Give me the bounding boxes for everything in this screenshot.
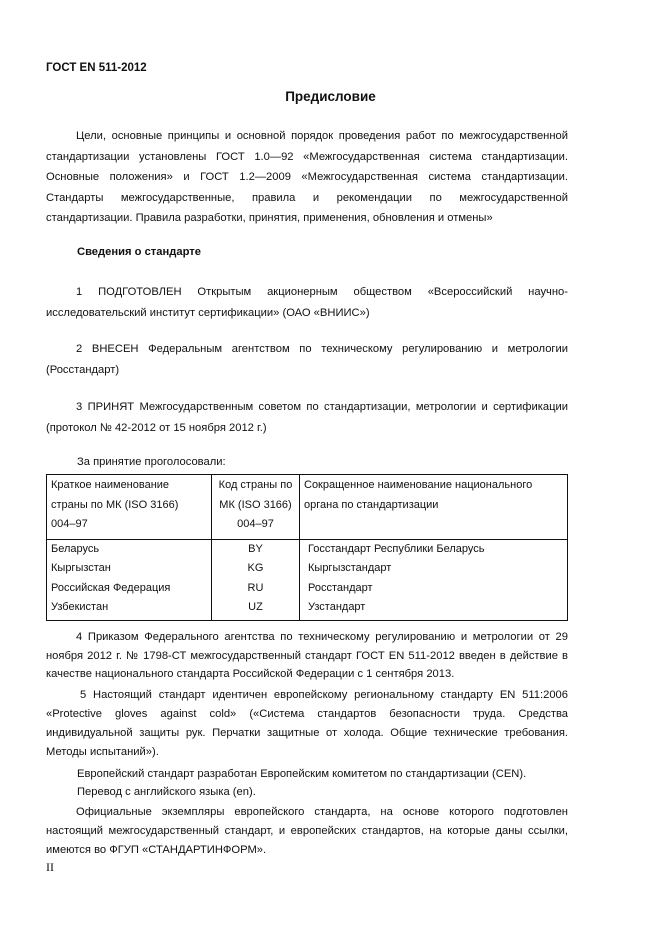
code-cell: BY [212,539,300,559]
country-cell: Российская Федерация [47,579,212,599]
header-line: Краткое наименование [51,479,170,491]
page-title: Предисловие [285,89,376,104]
item-2-paragraph: 2 ВНЕСЕН Федеральным агентством по техническому регулированию и метрологии (Росстандарт) [46,343,568,376]
organ-cell: Узстандарт [300,598,568,620]
organ-cell: Росстандарт [300,579,568,599]
header-line: органа по стандартизации [304,498,439,511]
country-cell: Беларусь [47,539,212,559]
table-row [47,559,568,579]
header-line: Сокращенное наименование национального [304,479,533,491]
table-row [47,579,568,599]
item-4-paragraph: 4 Приказом Федерального агентства по техническому регулированию и метрологии от 29 ноября 2012 г. № 1798-СТ межгосударственный стандарт ГОСТ EN 511-2012 введен в действие в качестве национального стандарта Российской Федерации с 1 сентября 2013. [46,631,568,680]
header-line: страны по МК (ISO 3166) [51,498,179,511]
table-header-row [47,475,568,540]
translation-line: Перевод с английского языка (en). [77,786,256,798]
header-country-name [47,475,212,540]
code-cell: KG [212,559,300,579]
code-cell: RU [212,579,300,599]
table-row [47,598,568,620]
section-heading: Сведения о стандарте [77,246,201,258]
cen-line: Европейский стандарт разработан Европейским комитетом по стандартизации (CEN). [77,768,527,780]
code-cell: UZ [212,598,300,620]
official-copies-paragraph: Официальные экземпляры европейского стандарта, на основе которого подготовлен настоящий межгосударственный стандарт, и европейских стандартов, на которые даны ссылки, имеются во ФГУП «СТАНДАРТИНФОРМ». [46,806,568,856]
item-5-paragraph: 5 Настоящий стандарт идентичен европейскому региональному стандарту EN 511:2006 «Protective gloves against cold» («Система стандартов безопасности труда. Средства индивидуальной защиты рук. Перчатки защитные от холода. Общие технические требования. Методы испытаний»). [46,689,568,758]
page-number: II [46,860,54,874]
document-header: ГОСТ EN 511-2012 [46,62,147,74]
country-cell: Узбекистан [47,598,212,620]
header-organ-name [300,475,568,540]
header-line: Код страны по [218,479,293,491]
header-line: 004–97 [237,518,274,530]
header-line: 004–97 [51,518,88,530]
voted-label: За принятие проголосовали: [77,456,226,468]
organ-cell: Госстандарт Республики Беларусь [300,539,568,559]
table-row [47,539,568,559]
header-country-code [212,475,300,540]
header-line: МК (ISO 3166) [219,498,292,511]
item-3-paragraph: 3 ПРИНЯТ Межгосударственным советом по стандартизации, метрологии и сертификации (протокол № 42-2012 от 15 ноября 2012 г.) [46,401,568,434]
intro-paragraph: Цели, основные принципы и основной порядок проведения работ по межгосударственной стандартизации установлены ГОСТ 1.0—92 «Межгосударственная система стандартизации. Основные положения» и ГОСТ 1.2—2009 «Межгосударственная система стандартизации. Стандарты межгосударственные, правила и рекомендации по межгосударственной стандартизации. Правила разработки, принятия, применения, обновления и отмены» [46,130,568,224]
item-1-paragraph: 1 ПОДГОТОВЛЕН Открытым акционерным обществом «Всероссийский научно-исследовательский институт сертификации» (ОАО «ВНИИС») [46,286,568,319]
voting-table [46,474,568,621]
country-cell: Кыргызстан [47,559,212,579]
organ-cell: Кыргызстандарт [300,559,568,579]
